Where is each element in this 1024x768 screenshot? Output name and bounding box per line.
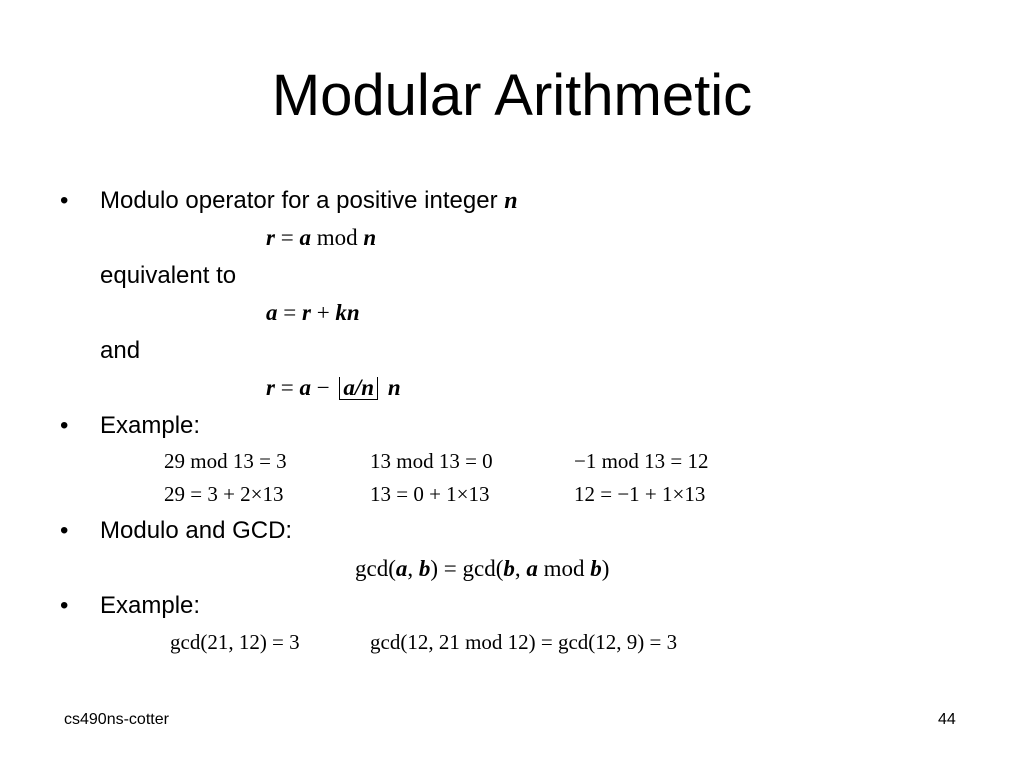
var-a: a [299, 225, 311, 250]
example-row-1-col-2: 13 mod 13 = 0 [370, 449, 493, 473]
slide-title: Modular Arithmetic [271, 63, 753, 128]
var-kn: kn [335, 300, 360, 325]
var-a: a [526, 556, 538, 581]
comma: , [514, 556, 527, 581]
variable-n: n [504, 188, 518, 214]
var-r: r [301, 300, 311, 325]
equation-floor-form [266, 374, 401, 402]
equation-gcd [355, 555, 609, 583]
eq-sign: = [280, 375, 294, 400]
bullet-text: Modulo operator for a positive integer [100, 187, 498, 214]
bullet-marker: • [60, 412, 69, 439]
gcd-text: ) = gcd( [430, 556, 504, 581]
floor-inner: a/n [343, 375, 375, 400]
var-a: a [395, 556, 408, 581]
page-number: 44 [938, 711, 956, 728]
equation-r-equals-a-mod-n [266, 224, 376, 252]
example-row-1-col-1: 29 mod 13 = 3 [164, 449, 287, 473]
bullet-modulo-operator [100, 186, 518, 216]
gcd-example-1: gcd(21, 12) = 3 [170, 630, 300, 654]
bullet-marker: • [60, 592, 69, 619]
eq-sign: = [283, 300, 297, 325]
var-n: n [363, 225, 377, 250]
floor-bracket [339, 377, 378, 400]
mod-operator: mod [537, 556, 591, 581]
equivalent-to-text: equivalent to [100, 262, 237, 289]
var-a: a [266, 300, 278, 325]
var-b: b [590, 556, 602, 581]
bullet-example-2: Example: [100, 592, 201, 619]
var-b: b [503, 556, 515, 581]
example-row-1-col-3: −1 mod 13 = 12 [574, 449, 709, 473]
plus-sign: + [316, 300, 330, 325]
gcd-example-2: gcd(12, 21 mod 12) = gcd(12, 9) = 3 [370, 630, 678, 654]
and-text: and [100, 337, 141, 364]
var-n: n [387, 375, 401, 400]
footer-course-label: cs490ns-cotter [64, 711, 169, 728]
bullet-example-1: Example: [100, 412, 201, 439]
var-b: b [418, 556, 431, 581]
mod-operator: mod [316, 225, 358, 250]
bullet-modulo-gcd: Modulo and GCD: [100, 517, 293, 544]
equation-a-equals-r-plus-kn [266, 299, 360, 327]
example-row-2-col-3: 12 = −1 + 1×13 [574, 482, 706, 506]
bullet-marker: • [60, 517, 69, 544]
example-row-2-col-1: 29 = 3 + 2×13 [164, 482, 284, 506]
eq-sign: = [280, 225, 294, 250]
var-r: r [266, 375, 275, 400]
gcd-text: gcd( [355, 556, 396, 581]
var-a: a [299, 375, 311, 400]
paren: ) [601, 556, 610, 581]
example-row-2-col-2: 13 = 0 + 1×13 [370, 482, 490, 506]
minus-sign: − [316, 375, 330, 400]
bullet-marker: • [60, 187, 69, 214]
var-r: r [266, 225, 275, 250]
comma: , [407, 556, 419, 581]
